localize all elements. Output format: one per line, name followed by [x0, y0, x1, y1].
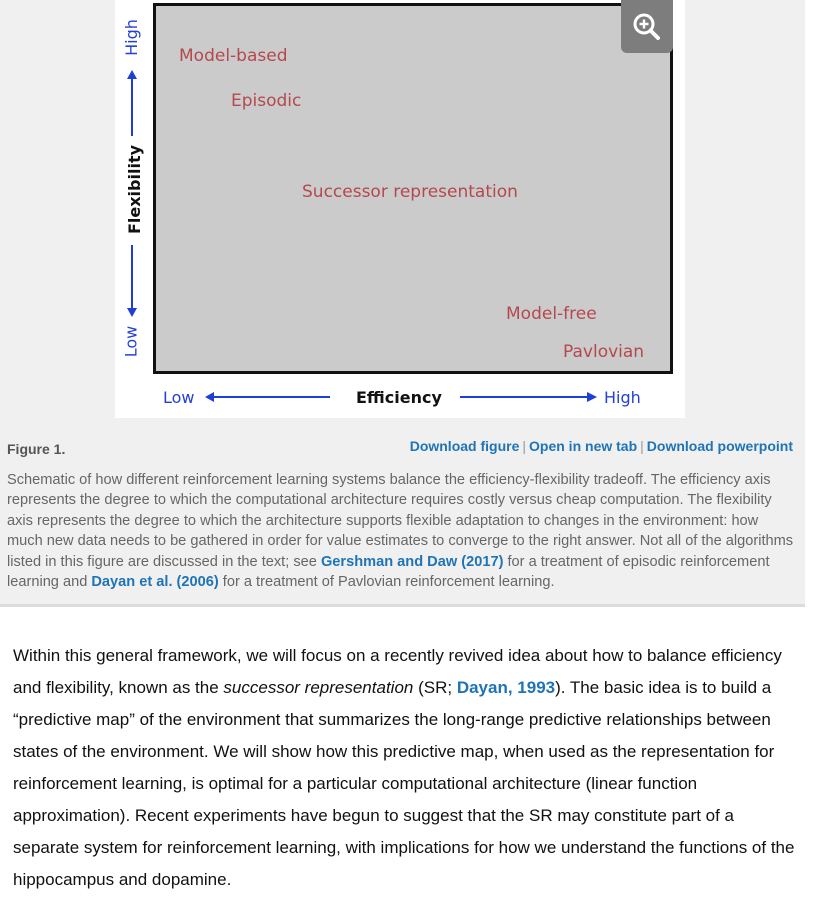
y-axis-high: High	[121, 19, 141, 56]
download-figure-link[interactable]: Download figure	[409, 438, 520, 454]
gershman-daw-link[interactable]: Gershman and Daw (2017)	[320, 553, 504, 570]
label-pavlovian: Pavlovian	[563, 342, 645, 362]
download-powerpoint-link[interactable]: Download powerpoint	[646, 438, 793, 454]
label-model-free: Model-free	[506, 304, 597, 324]
open-new-tab-link[interactable]: Open in new tab	[529, 438, 638, 454]
y-arrow-up	[131, 76, 133, 136]
arrow-down-icon	[127, 308, 137, 318]
figure-links	[410, 438, 793, 454]
x-axis-title: Efficiency	[356, 388, 442, 407]
label-successor: Successor representation	[302, 182, 518, 202]
caption-text: for a treatment of Pavlovian reinforcement learning.	[218, 574, 555, 591]
y-axis-low: Low	[121, 325, 141, 358]
figure-title: Figure 1.	[7, 441, 66, 457]
caption-text: Schematic of how different reinforcement learning systems balance the efficiency-flexibility tradeoff. The efficiency axis represents the degree to which the computational architecture requires costly versus cheap computation. The flexibility axis represents the degree to which the architecture supports flexible adaptation to changes in the environment: how much new data needs to be gathered in order for value estimates to converge to the right answer. Not all of the algorithms listed in this figure are discussed in the text; see	[7, 472, 794, 570]
body-text: Within this general framework, we will focus on a recently revived idea about how to balance efficiency and flexibility, known as the	[13, 646, 782, 697]
x-arrow-left	[211, 396, 330, 398]
body-italic: successor representation	[223, 678, 414, 697]
label-model-based: Model-based	[179, 46, 288, 66]
y-arrow-down	[131, 245, 133, 310]
plot-area	[153, 3, 673, 374]
x-arrow-right	[460, 396, 590, 398]
figure-caption	[7, 470, 797, 592]
figure-image[interactable]	[115, 0, 685, 418]
zoom-button[interactable]	[621, 0, 673, 53]
caption-text: for a treatment of episodic reinforcement learning and	[7, 553, 770, 591]
label-episodic: Episodic	[231, 91, 302, 111]
dayan-2006-link[interactable]: Dayan et al. (2006)	[91, 574, 219, 591]
separator: |	[640, 438, 644, 454]
body-text: ). The basic idea is to build a “predictive map” of the environment that summarizes the long-range predictive relationships between states of the environment. We will show how this predictive map, when used as the representation for reinforcement learning, is optimal for a particular computational architecture (linear function approximation). Recent experiments have begun to suggest that the SR may constitute part of a separate system for reinforcement learning, with implications for how we understand the functions of the hippocampus and dopamine.	[13, 678, 795, 889]
x-axis-high: High	[604, 388, 641, 407]
body-text: (SR;	[413, 678, 457, 697]
separator: |	[522, 438, 527, 454]
dayan-1993-link[interactable]: Dayan, 1993	[456, 678, 556, 697]
y-axis-title: Flexibility	[125, 144, 145, 235]
body-paragraph	[13, 640, 803, 896]
arrow-up-icon	[127, 70, 137, 80]
zoom-in-icon	[632, 12, 662, 42]
x-axis-low: Low	[163, 388, 195, 407]
arrow-right-icon	[587, 392, 597, 402]
